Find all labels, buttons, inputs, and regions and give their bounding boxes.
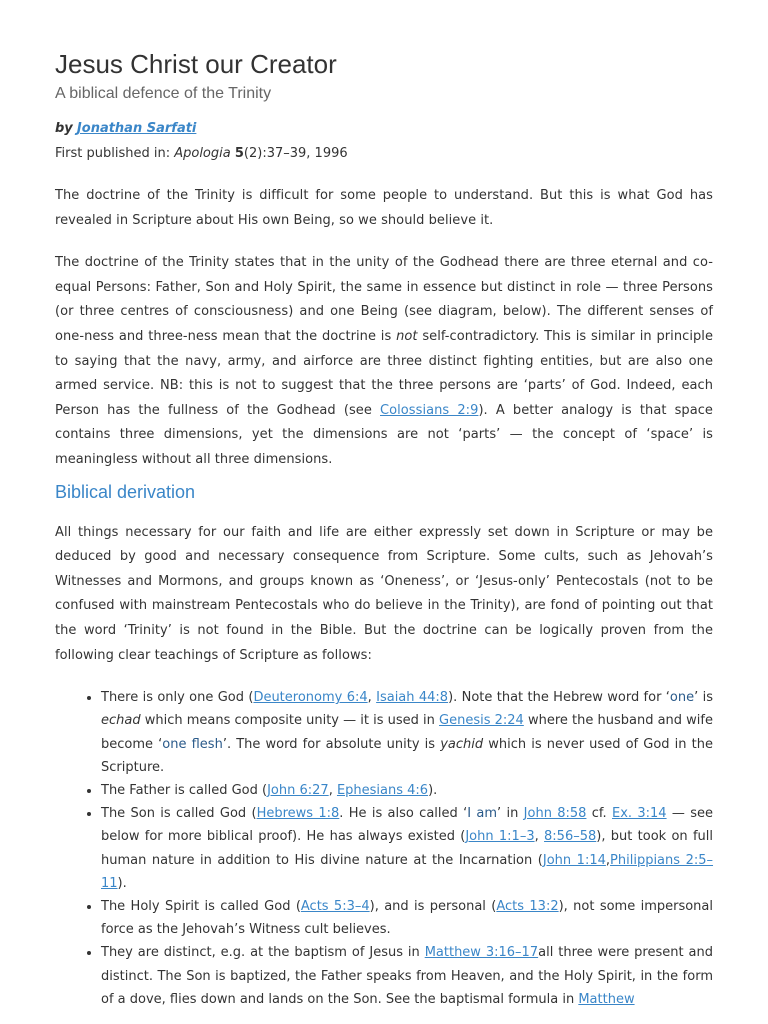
text: The Father is called God ( bbox=[101, 782, 268, 798]
scripture-link[interactable]: Colossians 2:9 bbox=[380, 402, 479, 418]
scripture-link[interactable]: Acts 13:2 bbox=[496, 898, 559, 914]
text: self-contradictory. This is similar in principle to saying that the navy, army, and airforce are three distinct fighting entities, but are also one armed service. NB: this is not to suggest that the three persons are ‘parts’ of God. Indeed, each Person has the fullness of the Godhead (see bbox=[55, 328, 713, 418]
list-item bbox=[101, 686, 713, 779]
publication-info bbox=[55, 144, 713, 164]
derivation-paragraph: All things necessary for our faith and life are either expressly set down in Scripture or may be deduced by good and necessary consequence from Scripture. Some cults, such as Jehovah’s Witnesses and Mormons, and groups known as ‘Oneness’, or ‘Jesus-only’ Pentecostals (not to be confused with mainstream Pentecostals who do believe in the Trinity), are fond of pointing out that the word ‘Trinity’ is not found in the Bible. But the doctrine can be logically proven from the following clear teachings of Scripture as follows: bbox=[55, 524, 713, 663]
byline bbox=[55, 119, 713, 139]
quoted-word: I am bbox=[467, 806, 498, 822]
journal-name: Apologia bbox=[174, 146, 231, 161]
scripture-link[interactable]: Genesis 2:24 bbox=[439, 713, 524, 729]
text: , bbox=[328, 782, 337, 798]
quoted-word: one flesh bbox=[162, 736, 223, 752]
text: where the husband and wife become ‘ bbox=[101, 713, 713, 752]
list-item bbox=[101, 802, 713, 895]
text: — see below for more biblical proof). He has always existed ( bbox=[101, 806, 713, 845]
page-subtitle: A biblical defence of the Trinity bbox=[55, 85, 272, 102]
text: ), not some impersonal force as the Jehovah’s Witness cult believes. bbox=[101, 898, 713, 938]
text: , bbox=[367, 690, 377, 706]
text: ). Note that the Hebrew word for ‘ bbox=[448, 690, 670, 706]
page-title: Jesus Christ our Creator bbox=[55, 49, 337, 79]
by-label: by bbox=[55, 121, 73, 136]
scripture-link[interactable]: Isaiah 44:8 bbox=[376, 690, 449, 706]
published-prefix: First published in: bbox=[55, 146, 175, 161]
text: which means composite unity — it is used in bbox=[140, 713, 440, 729]
scripture-link[interactable]: Philippians 2:5–11 bbox=[101, 852, 714, 891]
text: ’ is bbox=[694, 690, 713, 706]
text: ). bbox=[428, 782, 438, 798]
text: The Holy Spirit is called God ( bbox=[101, 898, 301, 914]
text: cf. bbox=[586, 806, 613, 822]
author-link[interactable]: Jonathan Sarfati bbox=[76, 121, 197, 136]
text: There is only one God ( bbox=[101, 690, 254, 706]
scripture-link[interactable]: John 1:14 bbox=[542, 852, 606, 868]
scripture-link[interactable]: Acts 5:3–4 bbox=[300, 898, 370, 914]
quoted-word: one bbox=[669, 690, 695, 706]
trinity-definition-paragraph bbox=[55, 251, 713, 472]
scripture-link[interactable]: 8:56–58 bbox=[544, 829, 597, 845]
text: ). bbox=[117, 875, 127, 891]
text: ’. The word for absolute unity is bbox=[222, 736, 441, 752]
text: The Son is called God ( bbox=[101, 806, 257, 822]
emphasis: not bbox=[396, 328, 418, 344]
list-item bbox=[101, 779, 713, 802]
section-heading: Biblical derivation bbox=[55, 481, 196, 502]
scripture-link[interactable]: Matthew 3:16–17 bbox=[424, 945, 539, 961]
hebrew-term: echad bbox=[101, 713, 141, 729]
teachings-list bbox=[55, 686, 713, 1011]
text: ). A better analogy is that space contains three dimensions, yet the dimensions are not ‘parts’ — the concept of ‘space’ is meaningless without all three dimensions. bbox=[55, 402, 713, 467]
scripture-link[interactable]: John 6:27 bbox=[267, 782, 329, 798]
text: . He is also called ‘ bbox=[339, 806, 468, 822]
text: ’ in bbox=[497, 806, 524, 822]
list-item bbox=[101, 895, 713, 941]
text: ), and is personal ( bbox=[369, 898, 497, 914]
scripture-link[interactable]: Matthew bbox=[578, 991, 635, 1007]
text: ), but took on full human nature in addition to His divine nature at the Incarnation ( bbox=[101, 829, 714, 868]
scripture-link[interactable]: Ex. 3:14 bbox=[612, 806, 667, 822]
scripture-link[interactable]: John 1:1–3 bbox=[465, 829, 535, 845]
text: all three were present and distinct. The Son is baptized, the Father speaks from Heaven, and the Holy Spirit, in the form of a dove, flies down and lands on the Son. See the baptismal formula in bbox=[101, 945, 713, 1007]
journal-volume: 5 bbox=[234, 146, 244, 161]
journal-issue: (2):37–39, 1996 bbox=[243, 146, 348, 161]
text: which is never used of God in the Scripture. bbox=[101, 736, 713, 775]
text: , bbox=[605, 852, 611, 868]
scripture-link[interactable]: Deuteronomy 6:4 bbox=[253, 690, 368, 706]
hebrew-term: yachid bbox=[440, 736, 484, 752]
text: They are distinct, e.g. at the baptism of Jesus in bbox=[101, 945, 425, 961]
scripture-link[interactable]: Ephesians 4:6 bbox=[336, 782, 429, 798]
text: The doctrine of the Trinity states that in the unity of the Godhead there are three eternal and co-equal Persons: Father, Son and Holy Spirit, the same in essence but distinct in role — three Persons (or three centres of consciousness) and one Being (see diagram, below). The different senses of one-ness and three-ness mean that the doctrine is bbox=[55, 255, 713, 344]
intro-paragraph: The doctrine of the Trinity is difficult for some people to understand. But this is what God has revealed in Scripture about His own Being, so we should believe it. bbox=[55, 188, 713, 228]
scripture-link[interactable]: John 8:58 bbox=[523, 806, 587, 822]
list-item bbox=[101, 941, 713, 1011]
scripture-link[interactable]: Hebrews 1:8 bbox=[256, 806, 340, 822]
text: , bbox=[534, 829, 545, 845]
